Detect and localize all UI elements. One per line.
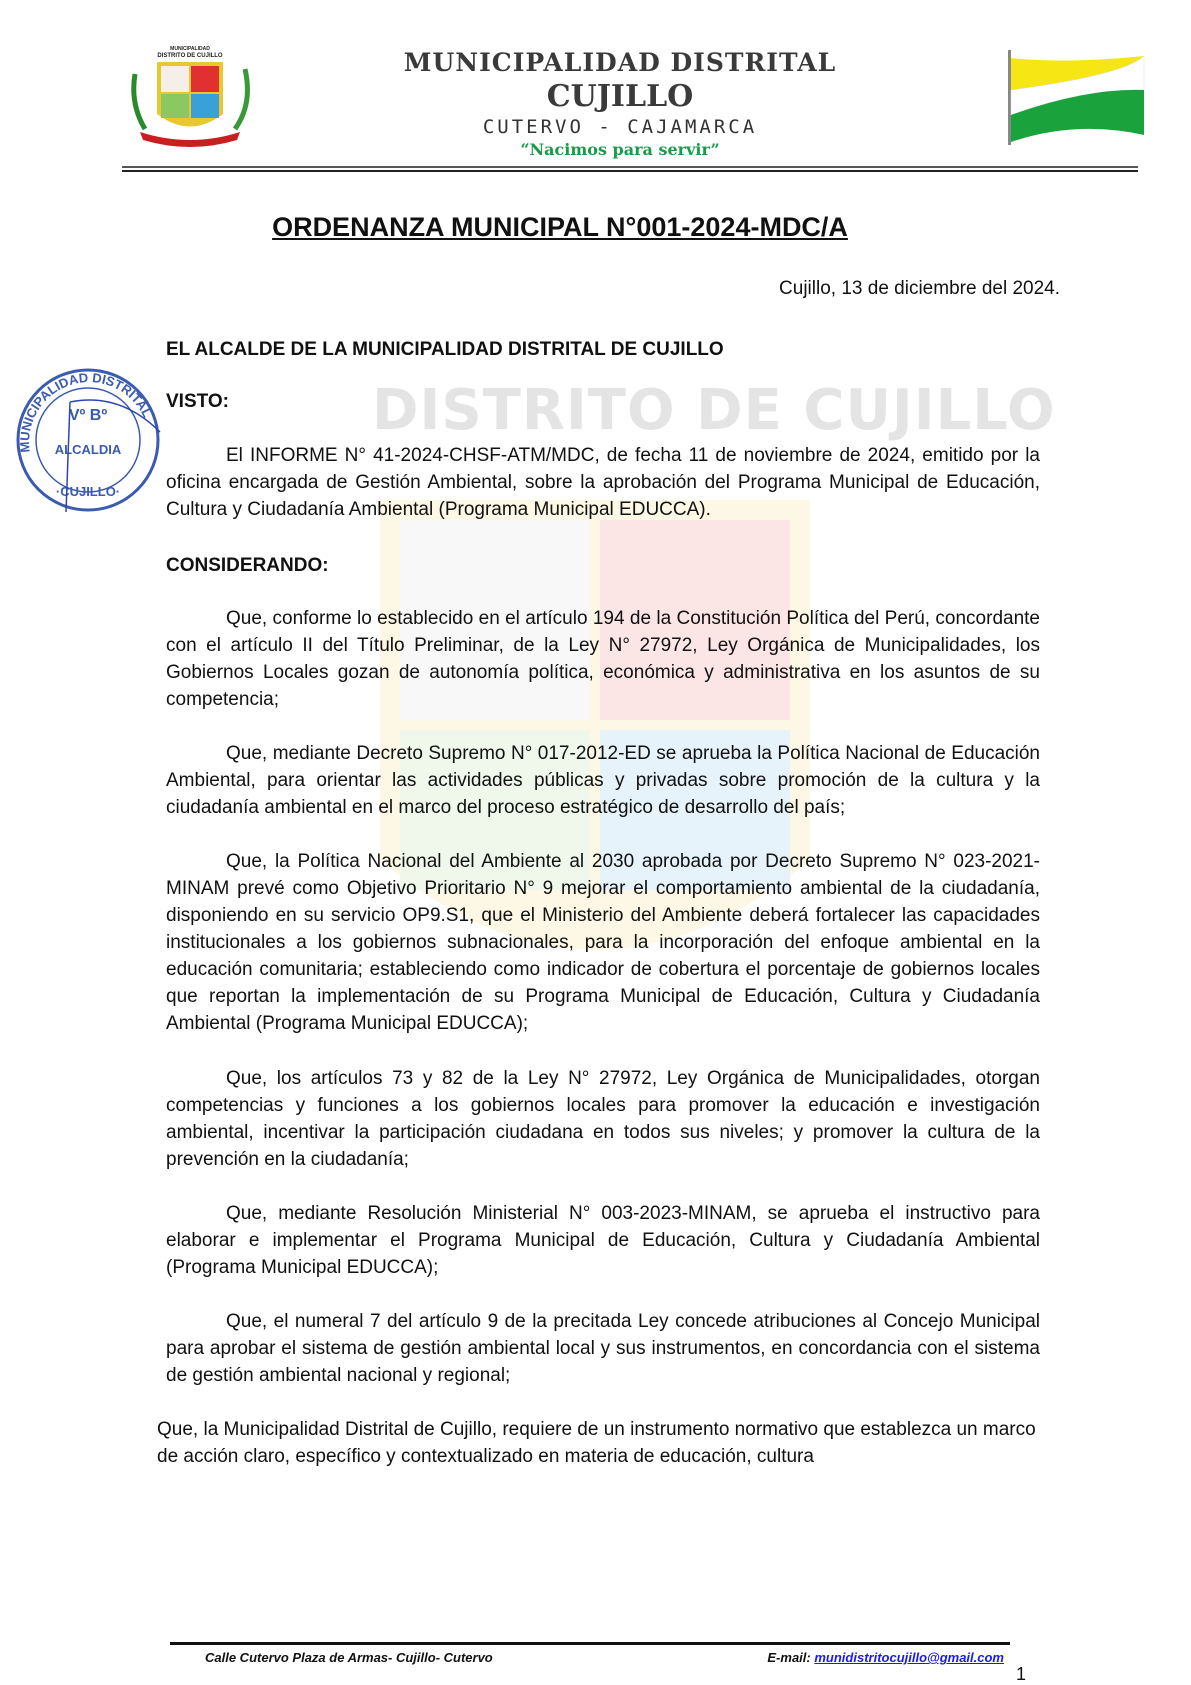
visto-paragraph: El INFORME N° 41-2024-CHSF-ATM/MDC, de fecha 11 de noviembre de 2024, emitido por la oficina encargada de Gestión Ambiental, sobre la aprobación del Programa Municipal de Educación, Cultura y Ciudadanía Ambiental (Programa Municipal EDUCCA).	[166, 445, 1040, 520]
svg-text:Vº Bº: Vº Bº	[68, 407, 108, 424]
header-rule	[122, 166, 1138, 168]
footer-address: Calle Cutervo Plaza de Armas- Cujillo- Cutervo	[205, 1650, 493, 1665]
district-flag-icon	[1006, 50, 1146, 150]
considerando-paragraph: Que, mediante Resolución Ministerial N° 003-2023-MINAM, se aprueba el instructivo para elaborar e implementar el Programa Municipal de Educación, Cultura y Ciudadanía Ambiental (Programa Municipal EDUCCA);	[166, 1203, 1040, 1278]
svg-text:·CUJILLO·: ·CUJILLO·	[55, 484, 121, 499]
considerando-paragraph: Que, la Política Nacional del Ambiente al 2030 aprobada por Decreto Supremo N° 023-2021-MINAM prevé como Objetivo Prioritario N° 9 mejorar el comportamiento ambiental de la ciudadanía, disponiendo en su servicio OP9.S1, que el Ministerio del Ambiente deberá fortalecer las capacidades institucionales a los gobiernos subnacionales, para la incorporación del enfoque ambiental en la educación comunitaria; estableciendo como indicador de cobertura el porcentaje de gobiernos locales que reportan la implementación de su Programa Municipal de Educación, Cultura y Ciudadanía Ambiental (Programa Municipal EDUCCA);	[166, 851, 1040, 1034]
considerando-paragraph: Que, mediante Decreto Supremo N° 017-2012-ED se aprueba la Política Nacional de Educación Ambiental, para orientar las actividades públicas y privadas sobre promoción de la cultura y la ciudadanía ambiental en el marco del proceso estratégico de desarrollo del país;	[166, 743, 1040, 818]
considerando-paragraph: Que, los artículos 73 y 82 de la Ley N° 27972, Ley Orgánica de Municipalidades, otorgan competencias y funciones a los gobiernos locales para promover la educación e investigación ambiental, incentivar la participación ciudadana en todos sus niveles; y promover la cultura de la prevención en la ciudadanía;	[166, 1068, 1040, 1170]
svg-text:ALCALDIA: ALCALDIA	[54, 442, 122, 457]
considerando-paragraph: Que, conforme lo establecido en el artículo 194 de la Constitución Política del Perú, concordante con el artículo II del Título Preliminar, de la Ley N° 27972, Ley Orgánica de Municipalidades, los Gobiernos Locales gozan de autonomía política, económica y administrativa en los asuntos de su competencia;	[166, 608, 1040, 710]
municipal-crest-logo	[125, 44, 255, 148]
visto-heading: VISTO:	[166, 391, 229, 412]
document-title: ORDENANZA MUNICIPAL N°001-2024-MDC/A	[272, 212, 848, 242]
issuing-authority: EL ALCALDE DE LA MUNICIPALIDAD DISTRITAL DE CUJILLO	[166, 339, 724, 360]
svg-text:MUNICIPALIDAD: MUNICIPALIDAD	[170, 46, 210, 52]
svg-text:MUNICIPALIDAD DISTRITAL: MUNICIPALIDAD DISTRITAL	[16, 370, 156, 454]
final-paragraph: Que, la Municipalidad Distrital de Cujillo, requiere de un instrumento normativo que establezca un marco de acción claro, específico y contextualizado en materia de educación, cultura	[157, 1419, 1036, 1467]
document-date: Cujillo, 13 de diciembre del 2024.	[779, 278, 1060, 299]
svg-text:DISTRITO DE CUJILLO: DISTRITO DE CUJILLO	[157, 53, 223, 59]
header-rule-thick	[122, 170, 1138, 172]
header-location: CUTERVO - CAJAMARCA	[482, 116, 758, 138]
considerando-paragraph: Que, el numeral 7 del artículo 9 de la precitada Ley concede atribuciones al Concejo Municipal para aprobar el sistema de gestión ambiental local y sus instrumentos, en concordancia con el sistema de gestión ambiental nacional y regional;	[166, 1311, 1040, 1386]
watermark-text: DISTRITO DE CUJILLO	[372, 378, 1056, 443]
header-line-1: MUNICIPALIDAD DISTRITAL	[403, 48, 837, 77]
header-line-2: CUJILLO	[546, 79, 694, 114]
email-label: E-mail:	[767, 1650, 811, 1665]
email-link[interactable]: munidistritocujillo@gmail.com	[814, 1650, 1004, 1665]
considerando-heading: CONSIDERANDO:	[166, 555, 329, 576]
header-slogan: “Nacimos para servir”	[520, 140, 720, 159]
footer-email	[767, 1650, 1004, 1665]
page-number: 1	[1016, 1664, 1027, 1684]
footer-rule	[170, 1642, 1010, 1645]
mayor-approval-stamp	[10, 362, 170, 522]
header-title	[370, 48, 870, 159]
